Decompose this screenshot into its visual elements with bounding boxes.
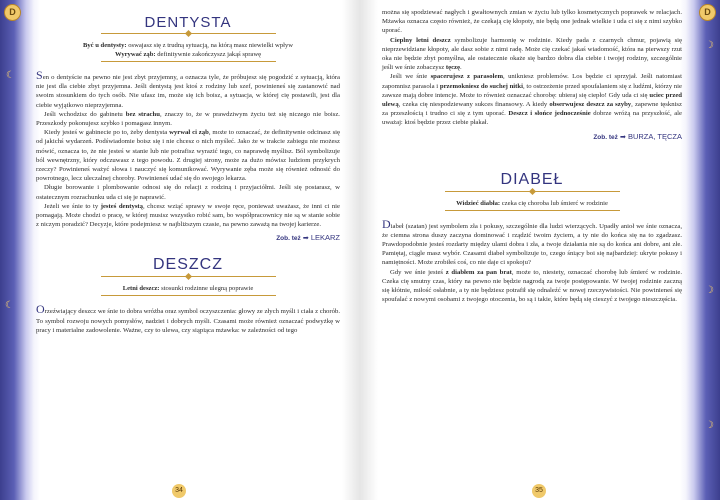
see-also-label: Zob. też <box>593 133 618 141</box>
body-paragraph: Gdy we śnie jesteś z diabłem za pan brat, może to, niestety, oznaczać chorobę lub śmierć w rodzinie. Czeka cię smutny czas, który na pewno nie będzie nagrodą za twoje postępowanie. W twojej rodzinie zaczną się kłótnie, miłość osłabnie, a ty nie będziesz potrafił się odnaleźć w nowej rzeczywistości. Nie powinieneś się spoufalać z nowymi osobami z twojego otoczenia, bo są i takie, które będą się cieszyć z twojego nieszczęścia. <box>382 268 683 304</box>
right-page-content <box>382 0 682 304</box>
see-also-ref: BURZA, TĘCZA <box>627 131 682 141</box>
drop-cap: O <box>36 302 45 317</box>
entry-title-deszcz: DESZCZ <box>153 256 223 274</box>
body-paragraph: można się spodziewać nagłych i gwałtownych zmian w życiu lub tylko kosmetycznych poprawek w relacjach. Mżawka oznacza często również, że czekają cię kłopoty, nie będą one jednak wielkie i uda ci się z nimi szybko uporać. <box>382 9 682 35</box>
entry-meaning <box>36 50 340 59</box>
see-also-ref: LEKARZ <box>310 233 340 243</box>
corner-letter-badge: D <box>699 4 716 21</box>
entry-meaning <box>36 284 340 293</box>
page-gutter-shadow <box>360 0 378 500</box>
moon-icon: ☽ <box>705 420 714 431</box>
meaning-label: Wyrywać ząb: <box>114 51 156 58</box>
see-also-link[interactable] <box>36 233 340 242</box>
page-number: 35 <box>532 484 546 498</box>
body-paragraph: Cieplny letni deszcz symbolizuje harmonię w rodzinie. Kiedy pada z czarnych chmur, pojawią się nieprzewidziane kłopoty, ale dasz sobie z nimi radę. Może cię czekać jakaś wiadomość, która na pierwszy rzut oka nie będzie zbyt pomyślna, ale ostatecznie okaże się bardzo dobra dla ciebie i twojej rodziny, szczególnie jeśli we śnie zobaczysz tęczę. <box>382 36 682 72</box>
title-ornament <box>101 33 276 38</box>
moon-icon: ☾ <box>6 70 15 81</box>
body-paragraph: Jeżeli we śnie to ty jesteś dentystą, chcesz wziąć sprawy w swoje ręce, ponieważ uważasz, że inni ci nie pomagają. Może chodzi o pracę, w której musisz wszystko robić sam, bo współpracownicy nie są w stanie sobie z niczym poradzić? Decyzje, które podejmiesz w najbliższym czasie, na pewno zaważą na twojej karierze. <box>36 202 340 229</box>
meaning-label: Letni deszcz: <box>122 285 160 293</box>
body-paragraph: Jeśli we śnie spacerujesz z parasolem, unikniesz problemów. Los będzie ci sprzyjał. Jeśli natomiast zapomnisz parasola i przemokniesz do suchej nitki, to ostrzeżenie przed spoufalaniem się z ludźmi, którzy nie zawsze mają dobre intencje. Może to również oznaczać chorobę: ubieraj się ciepło! Gdy uda ci się uciec przed ulewą, czeka cię niespodziewany sukces finansowy. A kiedy obserwujesz deszcz za szyby, zapewne tęsknisz za przeszłością i trudno ci się z tym uporać. Deszcz i słońce jednocześnie dobrze wróżą na przyszłość, ale uważaj: ktoś będzie przez ciebie płakał. <box>382 73 683 127</box>
right-page <box>360 0 720 500</box>
meaning-divider <box>101 61 276 62</box>
entry-meaning <box>382 199 682 208</box>
meaning-label: Widzieć diabła: <box>456 199 501 207</box>
moon-icon: ☾ <box>5 300 14 311</box>
page-gutter-shadow <box>342 0 360 500</box>
meaning-label: Być u dentysty: <box>82 42 127 49</box>
see-also-label: Zob. też <box>276 235 301 243</box>
body-paragraph: Kiedy jesteś w gabinecie po to, żeby dentysta wyrwał ci ząb, może to oznaczać, że definitywnie odcinasz się od jakichś wydarzeń. Podświadomie boisz się i nie chcesz o nich myśleć. Jako że w trakcie zabiegu nie możesz mówić, oznacza to, że nie jesteś w stanie lub nie potrafisz wyrazić tego, co naprawdę myślisz. Ból symbolizuje ból wewnętrzny, który odczuwasz z tego powodu. Z drugiej strony, może za dużo mówisz ludziom przykrych rzeczy? Powinieneś ważyć słowa i nauczyć się komunikować. Wyrywanie zęba może się również odnosić do powrotnego, lecz uleczalnej choroby. Powinieneś udać się do swojego lekarza. <box>36 129 341 183</box>
body-paragraph: Jeśli wchodzisz do gabinetu bez strachu, znaczy to, że w prawdziwym życiu też się niczego nie boisz. Przeszkody pokonujesz szybko i pomagasz innym. <box>36 110 340 128</box>
meaning-divider <box>101 295 276 296</box>
left-page-content <box>36 0 340 335</box>
moon-icon: ☽ <box>705 285 714 296</box>
meaning-text: oswajasz się z trudną sytuacją, na którą masz niewielki wpływ <box>126 42 294 49</box>
see-also-link[interactable] <box>382 132 682 141</box>
body-paragraph: Orzeźwiający deszcz we śnie to dobra wróżba oraz symbol oczyszczenia: głowy ze złych myśli i ciała z chorób. To symbol rozwoju nowych pomysłów, nadziei i dobrych myśli. Czasami może również oznaczać podwyżkę w pracy i materialne zadowolenie. Ważne, czy to ulewa, czy siąpiąca mżawka: w zależności od tego <box>36 302 340 334</box>
meaning-text: stosunki rodzinne ulegną poprawie <box>159 285 254 293</box>
arrow-right-icon: ➡ <box>619 133 626 141</box>
meaning-text: czeka cię choroba lub śmierć w rodzinie <box>500 199 608 207</box>
page-number: 34 <box>172 484 186 498</box>
moon-icon: ☽ <box>705 40 714 51</box>
title-ornament <box>445 191 620 196</box>
body-paragraph: Diabeł (szatan) jest symbolem zła i pokusy, szczególnie dla ludzi wierzących. Upadły anioł we śnie oznacza, że ciemna strona duszy zaczyna dominować i rządzić twoim życiem, a ty nie do końca się na to zgadzasz. Prawdopodobnie jesteś rozdarty między ulami dobra i zła, a twoje działania nie są do końca ani dobre, ani złe. Pamiętaj, ciągle masz wybór. Czasami diabeł symbolizuje to, czego śniący boi się najbardziej: ukryte pokusy i namiętności. Może zrobiłeś coś, co nie daje ci spokoju? <box>382 216 682 267</box>
entry-meaning <box>36 41 340 50</box>
meaning-text: definitywnie zakończyszz jakąś sprawę <box>155 51 262 58</box>
entry-title-diabel: DIABEŁ <box>500 170 564 188</box>
corner-letter-badge: D <box>4 4 21 21</box>
entry-title-dentysta: DENTYSTA <box>144 14 232 31</box>
body-paragraph: Długie borowanie i plombowanie odnosi się do relacji z rodziną i przyjaciółmi. Jeśli się postarasz, w ostatecznym rozrachunku uda ci się je naprawić. <box>36 184 340 201</box>
meaning-divider <box>445 210 620 211</box>
drop-cap: D <box>382 216 391 231</box>
body-paragraph: Sen o dentyście na pewno nie jest zbyt przyjemny, a oznacza tyle, że próbujesz się pogodzić z sytuacją, która nie jest dla ciebie zbyt przyjemna. Jeśli dentystą jest ktoś z rodziny lub szef, powinieneś się zastanowić nad swoim stosunkiem do tych osób. Nie ufasz im, może się ich boisz, a sytuacja, w której cię postawili, jest dla ciebie wyjątkowo nieprzyjemna. <box>36 68 340 109</box>
drop-cap: S <box>36 68 43 82</box>
title-ornament <box>101 276 276 281</box>
arrow-right-icon: ➡ <box>302 235 309 243</box>
